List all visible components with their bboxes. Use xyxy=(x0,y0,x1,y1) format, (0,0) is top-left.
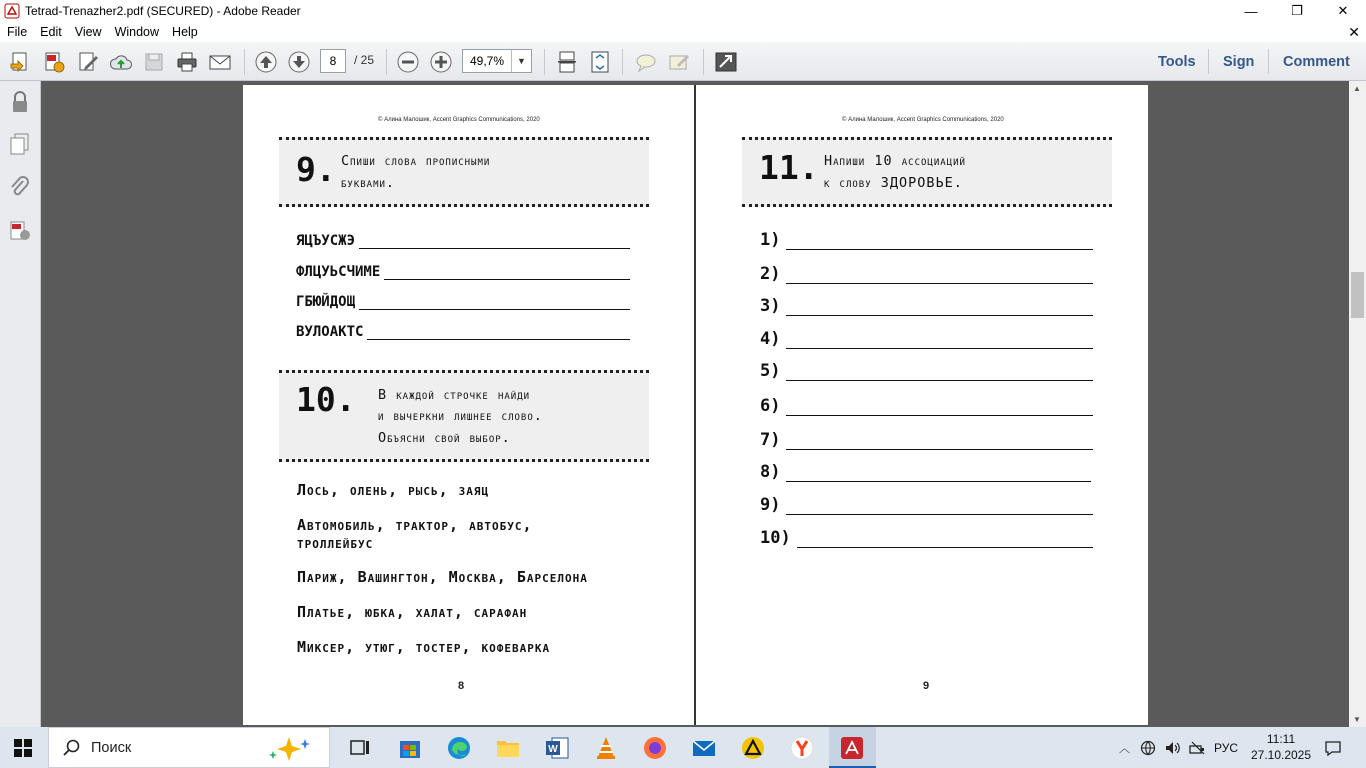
language-globe-icon[interactable] xyxy=(1140,740,1156,756)
task-10-line-1: В каждой строчке найди xyxy=(378,387,531,403)
full-screen-icon[interactable] xyxy=(714,50,738,74)
task-9-box xyxy=(279,137,649,207)
scroll-up-icon[interactable]: ▲ xyxy=(1353,84,1361,93)
email-icon[interactable] xyxy=(208,50,232,74)
menu-file[interactable]: File xyxy=(7,25,28,39)
word-line xyxy=(296,264,630,280)
task-11-line-1: Напиши 10 ассоциаций xyxy=(824,153,966,169)
menu-help[interactable]: Help xyxy=(172,25,198,39)
print-icon[interactable] xyxy=(175,50,199,74)
answer-line xyxy=(760,430,1093,450)
navigation-pane xyxy=(0,81,41,727)
document-view[interactable] xyxy=(41,81,1349,727)
page-8 xyxy=(243,85,695,725)
notifications-icon[interactable] xyxy=(1324,739,1342,757)
close-button[interactable]: ✕ xyxy=(1337,3,1349,18)
windows-taskbar xyxy=(0,727,1366,768)
scrolling-mode-icon[interactable] xyxy=(555,50,579,74)
task-11-line-2: к слову ЗДОРОВЬЕ. xyxy=(824,175,963,191)
tools-button[interactable]: Tools xyxy=(1158,53,1196,70)
page-total: / 25 xyxy=(354,53,375,67)
row-4: Платье, юбка, халат, сарафан xyxy=(297,603,528,621)
search-icon xyxy=(63,739,81,757)
answer-line xyxy=(760,230,1093,250)
answer-line xyxy=(760,495,1093,515)
upload-cloud-icon[interactable] xyxy=(109,50,133,74)
highlight-text-icon[interactable] xyxy=(667,50,691,74)
scroll-down-icon[interactable]: ▼ xyxy=(1353,715,1361,724)
export-pdf-icon[interactable] xyxy=(42,50,66,74)
date: 27.10.2025 xyxy=(1250,748,1312,762)
copilot-sparkle-icon xyxy=(265,735,317,763)
taskbar-search[interactable] xyxy=(48,727,330,768)
task-9-number: 9. xyxy=(296,150,336,189)
task-10-number: 10. xyxy=(296,380,356,419)
vlc-player-icon[interactable] xyxy=(593,735,619,761)
system-tray xyxy=(1119,727,1238,768)
clock[interactable] xyxy=(1250,731,1312,763)
triangle-app-icon[interactable] xyxy=(740,735,766,761)
zoom-out-icon[interactable] xyxy=(396,50,420,74)
volume-icon[interactable] xyxy=(1164,740,1182,756)
file-explorer-icon[interactable] xyxy=(495,735,521,761)
page-number: 8 xyxy=(458,680,465,692)
adobe-reader-icon xyxy=(4,3,20,19)
menu-edit[interactable]: Edit xyxy=(40,25,62,39)
create-pdf-icon[interactable] xyxy=(9,50,33,74)
window-title: Tetrad-Trenazher2.pdf (SECURED) - Adobe Reader xyxy=(25,4,301,18)
menu-bar xyxy=(0,22,1366,42)
yandex-browser-icon[interactable] xyxy=(789,735,815,761)
answer-line xyxy=(760,396,1093,416)
chevron-up-icon[interactable]: ︿ xyxy=(1119,742,1130,755)
row-5: Миксер, утюг, тостер, кофеварка xyxy=(297,638,551,656)
svg-text:W: W xyxy=(548,744,558,755)
active-app-highlight[interactable] xyxy=(829,727,876,768)
input-language[interactable]: РУС xyxy=(1214,740,1239,755)
answer-line xyxy=(760,361,1093,381)
fit-page-icon[interactable] xyxy=(588,50,612,74)
task-view-icon[interactable] xyxy=(347,735,373,761)
minimize-button[interactable]: — xyxy=(1244,3,1258,19)
network-icon[interactable] xyxy=(1188,740,1206,756)
answer-3: 3) xyxy=(760,296,781,316)
answer-5: 5) xyxy=(760,361,781,381)
answer-8: 8) xyxy=(760,462,781,482)
answer-6: 6) xyxy=(760,396,781,416)
security-settings-icon[interactable] xyxy=(8,218,32,242)
vertical-scrollbar[interactable] xyxy=(1349,81,1366,727)
attachments-icon[interactable] xyxy=(8,175,32,199)
word-4: ВУЛОАКТС xyxy=(296,324,364,340)
copyright-text: © Алина Малошик, Accent Graphics Communications, 2020 xyxy=(378,117,540,123)
zoom-in-icon[interactable] xyxy=(429,50,453,74)
word-2: ФЛЦУЬСЧИМЕ xyxy=(296,264,381,280)
answer-line xyxy=(760,264,1093,284)
sticky-note-icon[interactable] xyxy=(634,50,658,74)
mail-icon[interactable] xyxy=(691,735,717,761)
task-10-line-2: и вычеркни лишнее слово. xyxy=(378,408,543,424)
comment-button[interactable]: Comment xyxy=(1283,53,1350,70)
row-3: Париж, Вашингтон, Москва, Барселона xyxy=(297,568,588,586)
answer-7: 7) xyxy=(760,430,781,450)
row-1: Лось, олень, рысь, заяц xyxy=(297,481,490,499)
answer-line xyxy=(760,528,1093,548)
close-document-icon[interactable]: ✕ xyxy=(1348,24,1360,40)
answer-4: 4) xyxy=(760,329,781,349)
zoom-value[interactable]: 49,7% xyxy=(470,54,505,68)
task-9-line-1: Спиши слова прописными xyxy=(341,153,491,169)
task-9-line-2: буквами. xyxy=(341,175,396,191)
answer-10: 10) xyxy=(760,528,791,548)
answer-line xyxy=(760,329,1093,349)
word-line xyxy=(296,233,630,249)
word-icon[interactable] xyxy=(544,735,570,761)
windows-start-icon[interactable] xyxy=(14,739,32,757)
task-11-number: 11. xyxy=(759,148,819,187)
search-placeholder: Поиск xyxy=(91,739,132,756)
answer-2: 2) xyxy=(760,264,781,284)
next-page-icon[interactable] xyxy=(287,50,311,74)
answer-1: 1) xyxy=(760,230,781,250)
edge-browser-icon[interactable] xyxy=(446,735,472,761)
row-2-cont: троллейбус xyxy=(297,534,374,552)
title-bar xyxy=(0,0,1366,22)
page-number: 9 xyxy=(923,680,930,692)
time: 11:11 xyxy=(1266,732,1296,746)
page-9 xyxy=(696,85,1148,725)
word-line xyxy=(296,324,630,340)
restore-button[interactable]: ❐ xyxy=(1291,3,1303,18)
previous-page-icon[interactable] xyxy=(254,50,278,74)
answer-line xyxy=(760,296,1093,316)
scroll-thumb[interactable] xyxy=(1351,272,1364,318)
answer-line xyxy=(760,462,1091,482)
word-line xyxy=(296,294,630,310)
acrobat-reader-icon[interactable] xyxy=(839,735,865,761)
menu-view[interactable]: View xyxy=(74,25,102,39)
task-11-box xyxy=(742,137,1112,207)
firefox-icon[interactable] xyxy=(642,735,668,761)
row-2: Автомобиль, трактор, автобус, xyxy=(297,516,533,534)
sign-button[interactable]: Sign xyxy=(1223,53,1255,70)
answer-9: 9) xyxy=(760,495,781,515)
menu-window[interactable]: Window xyxy=(114,25,160,39)
word-3: ГБЮЙДОЩ xyxy=(296,294,356,310)
copyright-text: © Алина Малошик, Accent Graphics Communications, 2020 xyxy=(842,117,1004,123)
chevron-down-icon[interactable]: ▼ xyxy=(511,50,531,72)
store-icon[interactable] xyxy=(397,735,423,761)
word-1: ЯЦЪУСЖЭ xyxy=(296,233,356,249)
page-thumbnails-icon[interactable] xyxy=(8,132,32,156)
task-10-box xyxy=(279,370,649,462)
edit-pdf-icon[interactable] xyxy=(76,50,100,74)
task-10-line-3: Объясни свой выбор. xyxy=(378,430,511,446)
lock-icon[interactable] xyxy=(8,90,32,114)
zoom-select[interactable] xyxy=(462,49,532,73)
save-icon[interactable] xyxy=(142,50,166,74)
page-number-input[interactable]: 8 xyxy=(320,49,346,73)
